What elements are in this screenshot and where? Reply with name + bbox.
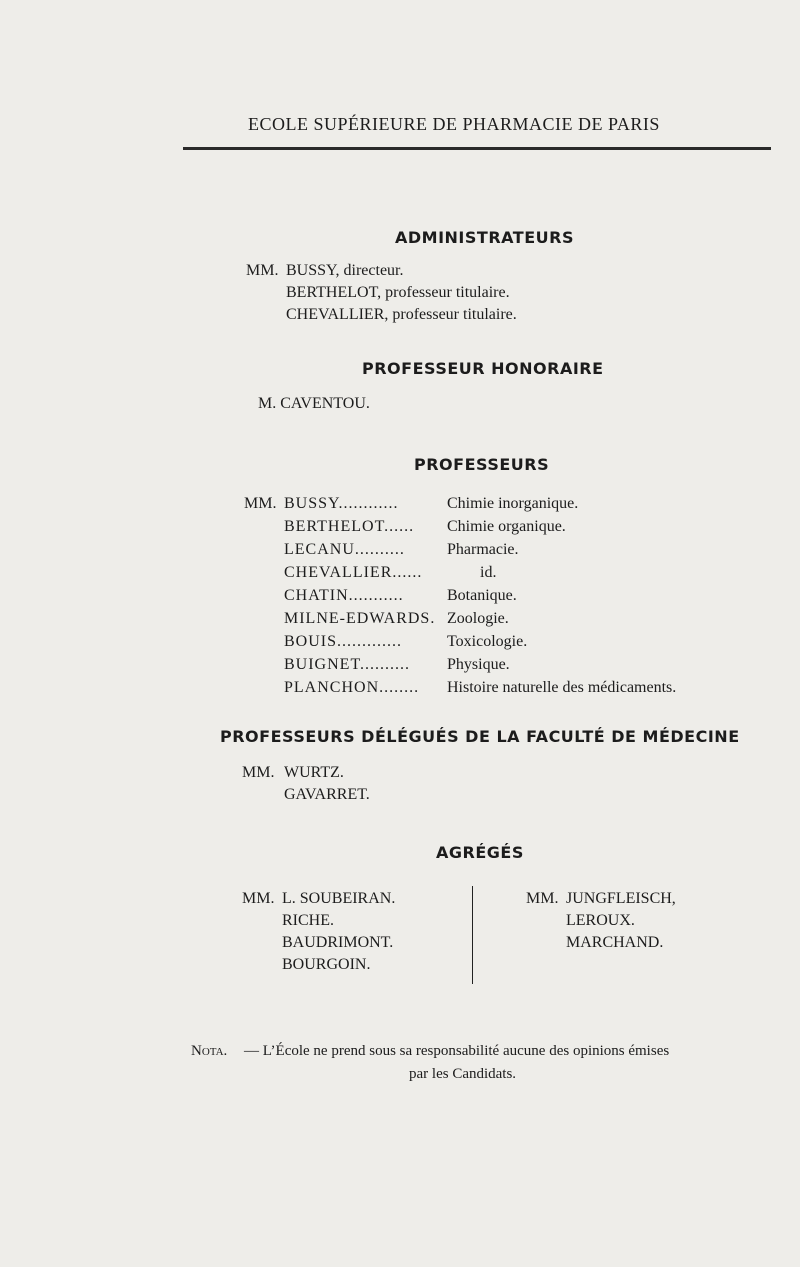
nota-line-2: par les Candidats.	[409, 1066, 517, 1082]
agrege-right-line: JUNGFLEISCH,	[566, 890, 676, 907]
professeur-subject: Chimie inorganique.	[447, 495, 579, 512]
administrateur-line: BUSSY, directeur.	[286, 262, 404, 279]
professeur-name: CHEVALLIER......	[284, 564, 423, 581]
professeur-subject: Chimie organique.	[447, 518, 566, 535]
agrege-left-line: L. SOUBEIRAN.	[282, 890, 396, 907]
agreges-right-prefix: MM.	[526, 890, 559, 907]
professeur-subject: Toxicologie.	[447, 633, 528, 650]
agrege-left-line: BOURGOIN.	[282, 956, 371, 973]
professeur-subject: Physique.	[447, 656, 510, 673]
nota-label: Nota.	[191, 1043, 228, 1059]
section-heading-administrateurs: ADMINISTRATEURS	[395, 228, 574, 247]
professeurs-prefix: MM.	[244, 495, 277, 512]
professeur-subject: Zoologie.	[447, 610, 509, 627]
professeur-name: PLANCHON........	[284, 679, 420, 696]
column-divider	[472, 886, 473, 984]
delegues-prefix: MM.	[242, 764, 275, 781]
honoraire-line: M. CAVENTOU.	[258, 395, 370, 412]
administrateur-line: BERTHELOT, professeur titulaire.	[286, 284, 510, 301]
delegue-line: WURTZ.	[284, 764, 344, 781]
section-heading-honoraire: PROFESSEUR HONORAIRE	[362, 359, 604, 378]
agreges-left-prefix: MM.	[242, 890, 275, 907]
professeur-name: MILNE-EDWARDS.	[284, 610, 436, 627]
administrateurs-prefix: MM.	[246, 262, 279, 279]
professeur-name: BUSSY............	[284, 495, 399, 512]
professeur-name: LECANU..........	[284, 541, 405, 558]
agrege-right-line: MARCHAND.	[566, 934, 664, 951]
agrege-right-line: LEROUX.	[566, 912, 635, 929]
professeur-name: CHATIN...........	[284, 587, 404, 604]
professeur-subject: Botanique.	[447, 587, 517, 604]
professeur-name: BERTHELOT......	[284, 518, 415, 535]
professeur-name: BOUIS.............	[284, 633, 403, 650]
section-heading-delegues: PROFESSEURS DÉLÉGUÉS DE LA FACULTÉ DE MÉDECINE	[220, 727, 740, 746]
professeur-subject: id.	[480, 564, 497, 581]
header-rule	[183, 147, 771, 150]
professeur-subject: Pharmacie.	[447, 541, 519, 558]
professeur-subject: Histoire naturelle des médicaments.	[447, 679, 677, 696]
nota-line-1: — L’École ne prend sous sa responsabilité aucune des opinions émises	[244, 1043, 670, 1059]
administrateur-line: CHEVALLIER, professeur titulaire.	[286, 306, 517, 323]
page-header: ECOLE SUPÉRIEURE DE PHARMACIE DE PARIS	[248, 114, 660, 134]
delegue-line: GAVARRET.	[284, 786, 370, 803]
agrege-left-line: RICHE.	[282, 912, 334, 929]
agrege-left-line: BAUDRIMONT.	[282, 934, 394, 951]
section-heading-professeurs: PROFESSEURS	[414, 455, 550, 474]
professeur-name: BUIGNET..........	[284, 656, 411, 673]
section-heading-agreges: AGRÉGÉS	[436, 843, 524, 862]
